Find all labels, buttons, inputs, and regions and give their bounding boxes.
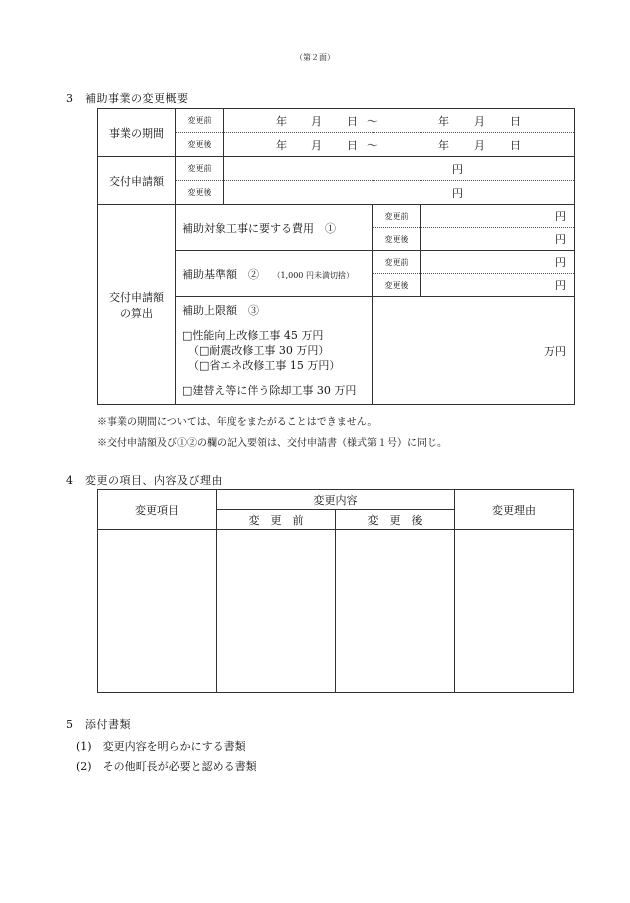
attachment-item: (1) 変更内容を明らかにする書類 bbox=[76, 740, 246, 753]
period-after-value[interactable]: 年 月 日 ～ 年 月 日 bbox=[224, 133, 575, 157]
limit-value[interactable]: 万円 bbox=[373, 297, 575, 405]
content-col-header: 変更内容 bbox=[217, 490, 455, 510]
after-col-header: 変 更 後 bbox=[336, 510, 455, 530]
option-performance[interactable]: □性能向上改修工事 45 万円 bbox=[182, 329, 324, 342]
page-number: （第２面） bbox=[295, 53, 335, 62]
grant-label: 交付申請額 bbox=[98, 157, 176, 205]
option-demolition[interactable]: □建替え等に伴う除却工事 30 万円 bbox=[182, 384, 357, 397]
grant-before-label: 変更前 bbox=[176, 157, 224, 181]
grant-before-value[interactable]: 円 bbox=[224, 157, 575, 181]
section4-heading: 4 変更の項目、内容及び理由 bbox=[66, 474, 223, 487]
cost-before-label: 変更前 bbox=[373, 205, 421, 228]
limit-cell bbox=[176, 297, 373, 405]
item-col-header: 変更項目 bbox=[98, 490, 217, 530]
item-cell[interactable] bbox=[98, 530, 217, 693]
period-before-value[interactable]: 年 月 日 ～ 年 月 日 bbox=[224, 109, 575, 133]
note-period: ※事業の期間については、年度をまたがることはできません。 bbox=[97, 417, 378, 428]
grant-after-label: 変更後 bbox=[176, 181, 224, 205]
reason-col-header: 変更理由 bbox=[455, 490, 574, 530]
calc-label: 交付申請額 の算出 bbox=[98, 205, 176, 405]
grant-after-value[interactable]: 円 bbox=[224, 181, 575, 205]
base-label: 補助基準額 ② （1,000 円未満切捨） bbox=[176, 251, 373, 297]
option-energy[interactable]: （□省エネ改修工事 15 万円） bbox=[188, 359, 341, 372]
period-before-label: 変更前 bbox=[176, 109, 224, 133]
attachment-item: (2) その他町長が必要と認める書類 bbox=[76, 760, 257, 773]
period-after-label: 変更後 bbox=[176, 133, 224, 157]
section3-heading: 3 補助事業の変更概要 bbox=[66, 92, 189, 105]
cost-after-value[interactable]: 円 bbox=[421, 228, 575, 251]
base-after-label: 変更後 bbox=[373, 274, 421, 297]
limit-label: 補助上限額 ③ bbox=[182, 304, 259, 317]
base-after-value[interactable]: 円 bbox=[421, 274, 575, 297]
base-before-value[interactable]: 円 bbox=[421, 251, 575, 274]
cost-before-value[interactable]: 円 bbox=[421, 205, 575, 228]
cost-after-label: 変更後 bbox=[373, 228, 421, 251]
before-cell[interactable] bbox=[217, 530, 336, 693]
section5-heading: 5 添付書類 bbox=[66, 718, 131, 731]
note-grant: ※交付申請額及び①②の欄の記入要領は、交付申請書（様式第１号）に同じ。 bbox=[97, 438, 447, 449]
change-summary-table bbox=[97, 108, 575, 405]
period-label: 事業の期間 bbox=[98, 109, 176, 157]
before-col-header: 変 更 前 bbox=[217, 510, 336, 530]
cost-label: 補助対象工事に要する費用 ① bbox=[176, 205, 373, 251]
change-detail-table bbox=[97, 489, 574, 693]
after-cell[interactable] bbox=[336, 530, 455, 693]
reason-cell[interactable] bbox=[455, 530, 574, 693]
base-before-label: 変更前 bbox=[373, 251, 421, 274]
option-seismic[interactable]: （□耐震改修工事 30 万円） bbox=[188, 344, 330, 357]
